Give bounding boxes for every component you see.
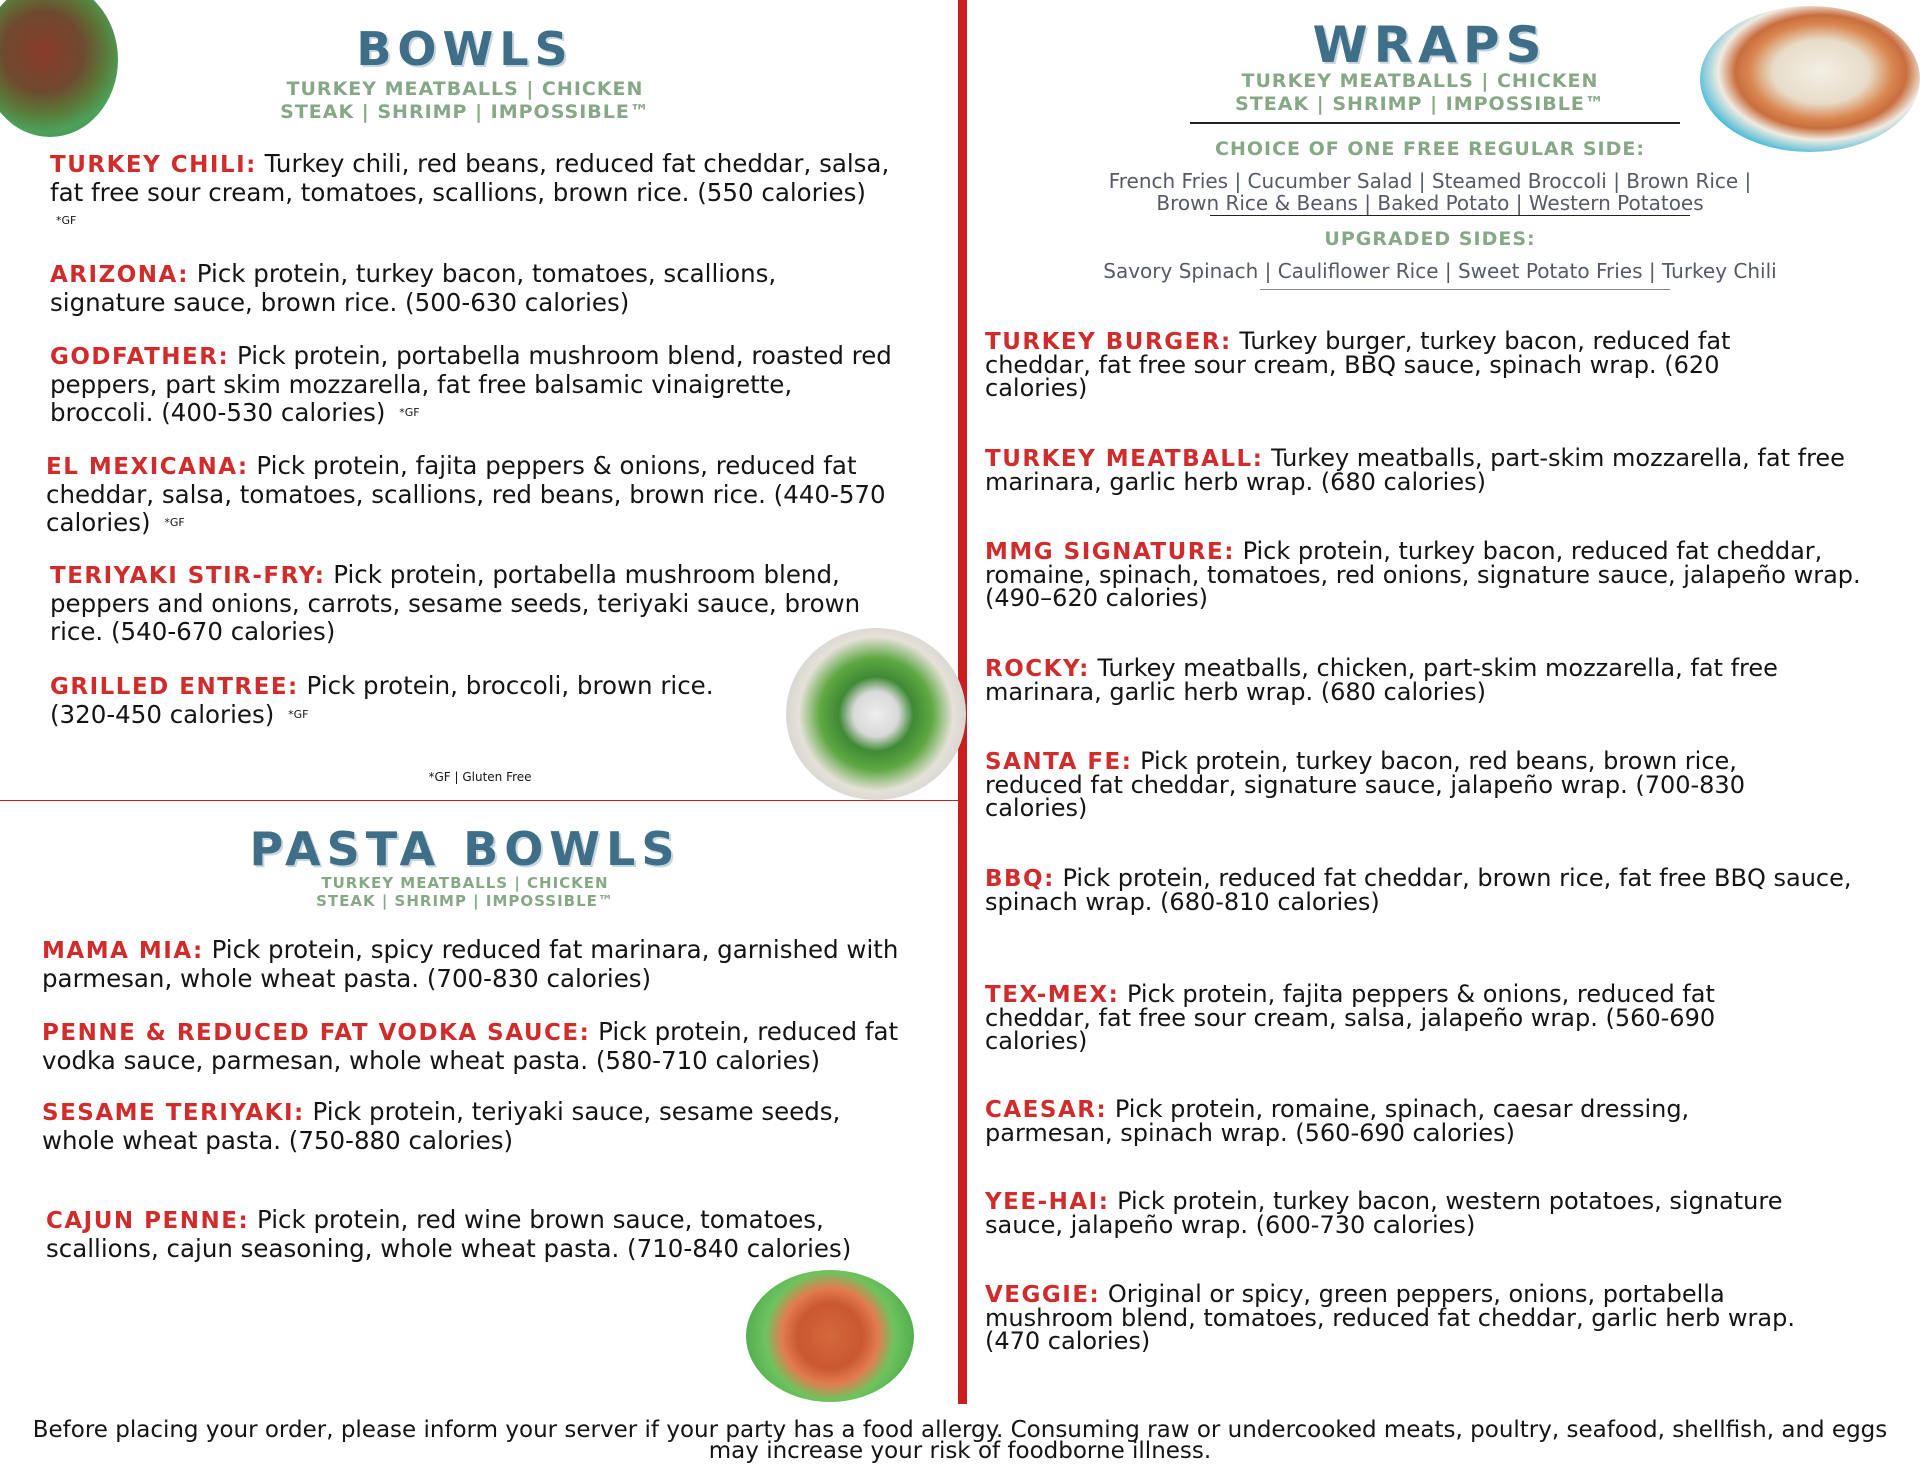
free-side-heading: CHOICE OF ONE FREE REGULAR SIDE:	[1215, 138, 1645, 160]
wraps-title: WRAPS	[1312, 16, 1548, 74]
free-sides-line1: French Fries | Cucumber Salad | Steamed Broccoli | Brown Rice |	[1108, 169, 1752, 193]
bowls-title: BOWLS	[356, 22, 574, 76]
item-desc: Pick protein, turkey bacon, tomatoes, scallions, signature sauce, brown rice. (500-630 calories)	[50, 259, 777, 317]
item-desc: Pick protein, romaine, spinach, caesar dressing, parmesan, spinach wrap. (560-690 calories)	[985, 1095, 1690, 1147]
item-name: TURKEY MEATBALL:	[985, 446, 1264, 472]
menu-item	[985, 1187, 1855, 1239]
wraps-proteins	[1190, 70, 1650, 116]
menu-item	[985, 327, 1795, 402]
menu-item	[46, 452, 926, 537]
item-name: CAJUN PENNE:	[46, 1208, 250, 1234]
item-desc: Pick protein, portabella mushroom blend, peppers and onions, carrots, sesame seeds, teriyaki sauce, brown rice. (540-670 calories)	[50, 560, 861, 646]
item-name: TURKEY BURGER:	[985, 329, 1232, 355]
item-name: PENNE & REDUCED FAT VODKA SAUCE:	[42, 1020, 591, 1046]
item-desc: Pick protein, turkey bacon, red beans, brown rice, reduced fat cheddar, signature sauce, jalapeño wrap. (700-830 calories)	[985, 747, 1745, 822]
menu-item	[985, 654, 1875, 706]
item-desc: Pick protein, broccoli, brown rice. (320-450 calories)	[50, 671, 714, 729]
menu-item	[985, 537, 1885, 612]
item-desc: Turkey meatballs, chicken, part-skim mozzarella, fat free marinara, garlic herb wrap. (680 calories)	[985, 654, 1778, 706]
menu-item	[50, 672, 750, 729]
item-desc: Pick protein, red wine brown sauce, tomatoes, scallions, cajun seasoning, whole wheat pasta. (710-840 calories)	[46, 1205, 852, 1263]
item-name: MMG SIGNATURE:	[985, 539, 1235, 565]
bowls-proteins	[200, 78, 730, 124]
gf-note: *GF | Gluten Free	[428, 770, 532, 784]
menu-item	[985, 1280, 1855, 1355]
item-desc: Pick protein, reduced fat cheddar, brown rice, fat free BBQ sauce, spinach wrap. (680-810 calories)	[985, 864, 1852, 916]
gf-tag: *GF	[164, 516, 185, 529]
wraps-rule-3	[1260, 289, 1670, 290]
menu-item	[50, 260, 850, 317]
free-sides	[1040, 170, 1820, 214]
pasta-proteins-line1: TURKEY MEATBALLS | CHICKEN	[321, 874, 609, 892]
item-desc: Original or spicy, green peppers, onions, portabella mushroom blend, tomatoes, reduced fat cheddar, garlic herb wrap. (470 calories)	[985, 1280, 1795, 1355]
menu-item	[985, 747, 1835, 822]
item-desc: Pick protein, turkey bacon, western potatoes, signature sauce, jalapeño wrap. (600-730 calories)	[985, 1187, 1783, 1239]
allergy-notice: Before placing your order, please inform your server if your party has a food allergy. Consuming raw or undercooked meats, poultry, seafood, shellfish, and eggs may increase your risk of foodborne illness.	[32, 1417, 1888, 1464]
wraps-rule-2	[1210, 215, 1690, 216]
item-desc: Pick protein, portabella mushroom blend, roasted red peppers, part skim mozzarella, fat free balsamic vinaigrette, broccoli. (400-530 calories)	[50, 341, 892, 427]
item-desc: Turkey chili, red beans, reduced fat cheddar, salsa, fat free sour cream, tomatoes, scallions, brown rice. (550 calories)	[50, 149, 890, 207]
item-name: CAESAR:	[985, 1097, 1108, 1123]
pasta-proteins-line2: STEAK | SHRIMP | IMPOSSIBLE™	[316, 892, 614, 911]
menu-item	[50, 342, 900, 427]
item-desc: Turkey meatballs, part-skim mozzarella, fat free marinara, garlic herb wrap. (680 calories)	[985, 444, 1845, 496]
menu-item	[42, 936, 902, 993]
menu-item	[42, 1018, 922, 1075]
item-name: SANTA FE:	[985, 749, 1133, 775]
item-name: BBQ:	[985, 866, 1055, 892]
item-desc: Pick protein, fajita peppers & onions, reduced fat cheddar, salsa, tomatoes, scallions, red beans, brown rice. (440-570 calories)	[46, 451, 886, 537]
gf-tag: *GF	[56, 214, 77, 227]
item-name: GRILLED ENTREE:	[50, 674, 299, 700]
bowl-photo-top	[0, 0, 118, 137]
menu-item	[42, 1098, 872, 1155]
menu-item	[985, 980, 1815, 1055]
pasta-photo	[746, 1270, 914, 1402]
salad-photo	[786, 628, 966, 800]
item-name: GODFATHER:	[50, 344, 230, 370]
bowls-proteins-line2: STEAK | SHRIMP | IMPOSSIBLE™	[280, 101, 650, 124]
horizontal-divider	[0, 800, 958, 801]
menu-item	[985, 444, 1855, 496]
item-desc: Pick protein, reduced fat vodka sauce, parmesan, whole wheat pasta. (580-710 calories)	[42, 1017, 899, 1075]
upgraded-heading: UPGRADED SIDES:	[1324, 228, 1536, 250]
free-sides-line2: Brown Rice & Beans | Baked Potato | Western Potatoes	[1156, 191, 1704, 215]
item-name: TEX-MEX:	[985, 982, 1120, 1008]
menu-item	[985, 864, 1865, 916]
item-desc: Pick protein, spicy reduced fat marinara, garnished with parmesan, whole wheat pasta. (700-830 calories)	[42, 935, 899, 993]
menu-item	[50, 150, 890, 235]
pasta-proteins	[240, 874, 690, 911]
menu-item	[46, 1206, 876, 1263]
menu-item	[50, 561, 890, 646]
item-name: SESAME TERIYAKI:	[42, 1100, 305, 1126]
bowls-proteins-line1: TURKEY MEATBALLS | CHICKEN	[286, 78, 644, 100]
item-desc: Pick protein, teriyaki sauce, sesame seeds, whole wheat pasta. (750-880 calories)	[42, 1097, 841, 1155]
menu-item	[985, 1095, 1815, 1147]
item-name: MAMA MIA:	[42, 938, 204, 964]
wraps-proteins-line1: TURKEY MEATBALLS | CHICKEN	[1241, 70, 1599, 92]
item-desc: Pick protein, turkey bacon, reduced fat cheddar, romaine, spinach, tomatoes, red onions, signature sauce, jalapeño wrap. (490–620 calories)	[985, 537, 1861, 612]
item-name: ARIZONA:	[50, 262, 189, 288]
item-desc: Turkey burger, turkey bacon, reduced fat cheddar, fat free sour cream, BBQ sauce, spinach wrap. (620 calories)	[985, 327, 1731, 402]
gf-tag: *GF	[288, 708, 309, 721]
item-name: YEE-HAI:	[985, 1189, 1110, 1215]
wraps-proteins-line2: STEAK | SHRIMP | IMPOSSIBLE™	[1235, 93, 1605, 116]
wrap-photo	[1700, 6, 1920, 152]
wraps-rule-1	[1190, 122, 1680, 124]
item-name: ROCKY:	[985, 656, 1090, 682]
item-name: EL MEXICANA:	[46, 454, 249, 480]
pasta-title: PASTA BOWLS	[249, 822, 681, 876]
upgraded-sides: Savory Spinach | Cauliflower Rice | Sweet Potato Fries | Turkey Chili	[1103, 259, 1777, 283]
item-name: TERIYAKI STIR-FRY:	[50, 563, 326, 589]
gf-tag: *GF	[399, 406, 420, 419]
item-name: VEGGIE:	[985, 1282, 1101, 1308]
item-desc: Pick protein, fajita peppers & onions, reduced fat cheddar, fat free sour cream, salsa, jalapeño wrap. (560-690 calories)	[985, 980, 1716, 1055]
item-name: TURKEY CHILI:	[50, 152, 257, 178]
